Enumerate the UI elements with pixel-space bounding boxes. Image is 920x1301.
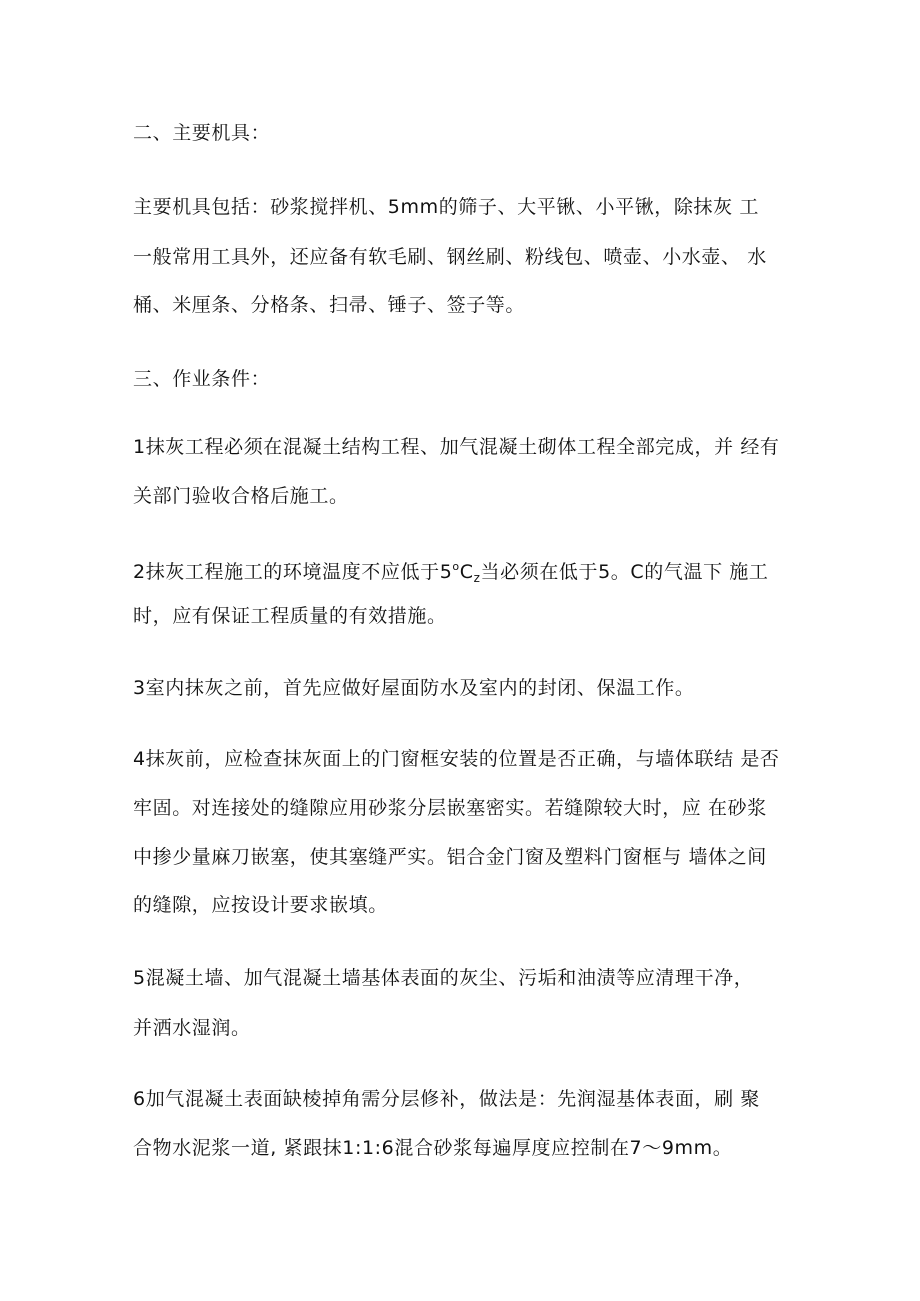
item-2-line (133, 555, 769, 590)
item-6-line: 合物水泥浆一道, 紧跟抹1:1:6混合砂浆每遍厚度应控制在7～9mm。 (133, 1137, 733, 1159)
item-3-line: 3室内抹灰之前，首先应做好屋面防水及室内的封闭、保温工作。 (133, 677, 695, 699)
item-4-line: 的缝隙，应按设计要求嵌填。 (133, 894, 388, 916)
item-6-line: 6加气混凝土表面缺棱掉角需分层修补，做法是：先润湿基体表面，刷 聚 (133, 1088, 760, 1110)
section-2-paragraph-line: 桶、米厘条、分格条、扫帚、锤子、签子等。 (133, 294, 526, 316)
item-1-line: 1抹灰工程必须在混凝土结构工程、加气混凝土砌体工程全部完成，并 经有 (133, 436, 780, 458)
item-2-unit: C (459, 561, 474, 583)
section-3-heading: 三、作业条件： (133, 368, 271, 390)
item-2-line: 时，应有保证工程质量的有效措施。 (133, 605, 447, 627)
section-2-paragraph-line: 主要机具包括：砂浆搅拌机、5mm的筛子、大平锹、小平锹，除抹灰 工 (133, 196, 759, 218)
item-1-line: 关部门验收合格后施工。 (133, 485, 349, 507)
item-5-line: 并洒水湿润。 (133, 1017, 251, 1039)
section-2-heading: 二、主要机具： (133, 122, 271, 144)
item-5-line: 5混凝土墙、加气混凝土墙基体表面的灰尘、污垢和油渍等应清理干净， (133, 967, 754, 989)
section-2-paragraph-line: 一般常用工具外，还应备有软毛刷、钢丝刷、粉线包、喷壶、小水壶、 水 (133, 246, 767, 268)
item-4-line: 牢固。对连接处的缝隙应用砂浆分层嵌塞密实。若缝隙较大时，应 在砂浆 (133, 797, 767, 819)
item-4-line: 中掺少量麻刀嵌塞，使其塞缝严实。铝合金门窗及塑料门窗框与 墙体之间 (133, 846, 767, 868)
item-2-text-cont: 当必须在低于5。C的气温下 施工 (480, 561, 769, 583)
degree-mark: o (452, 560, 460, 573)
unit-subscript: z (473, 571, 481, 585)
item-2-text: 2抹灰工程施工的环境温度不应低于5 (133, 561, 453, 583)
item-4-line: 4抹灰前，应检查抹灰面上的门窗框安装的位置是否正确，与墙体联结 是否 (133, 748, 780, 770)
